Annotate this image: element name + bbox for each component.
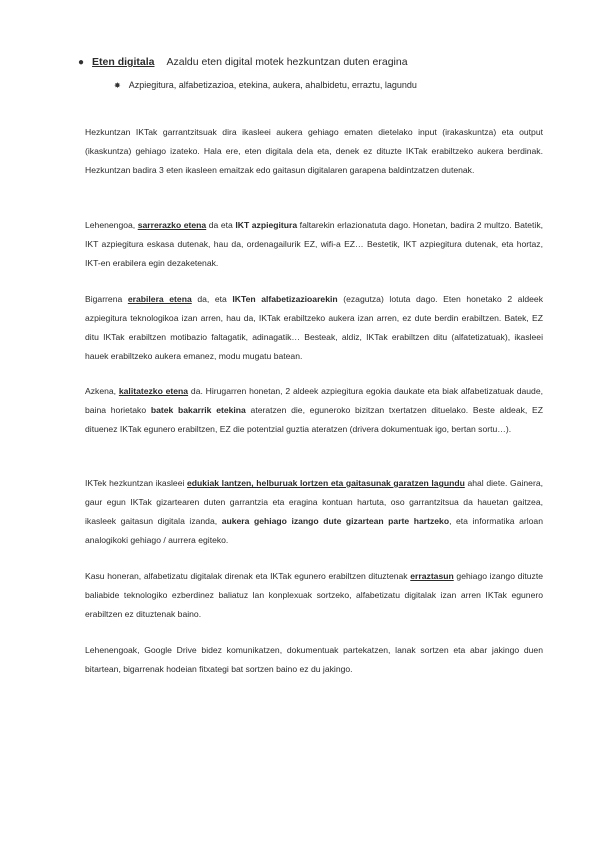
text-span: IKTek hezkuntzan ikasleei xyxy=(85,478,188,488)
term-sarrerazko-etena: sarrerazko etena xyxy=(137,220,207,230)
bold-term: IKT azpiegitura xyxy=(235,220,298,230)
text-span: , eta informatika arloan analogikoki gehiago / aurrera egiteko. xyxy=(85,516,543,545)
text-span: ahal diete. Gainera, gaur egun IKTak gizartearen duten garrantzia eta eragina kontuan hartuta, oso garrantzitsua da hauetan gaitzea, ikasleek gaitasun digitala izanda, xyxy=(85,478,543,526)
paragraph-conclusion xyxy=(85,641,543,679)
underlined-phrase: edukiak lantzen, helburuak lortzen eta gaitasunak garatzen lagundu xyxy=(187,478,465,488)
text-span: Lehenengoa, xyxy=(85,220,138,230)
text-span: Azkena, xyxy=(85,386,119,396)
text-span: da eta xyxy=(206,220,236,230)
text-span: Kasu honeran, alfabetizatu digitalak direnak eta IKTak egunero erabiltzen dituztenak xyxy=(85,571,411,581)
paragraph-ikt-benefits xyxy=(85,474,543,550)
heading-subtitle: Azaldu eten digital motek hezkuntzan duten eragina xyxy=(166,56,408,68)
bold-term: batek bakarrik etekina xyxy=(150,405,246,415)
term-erabilera-etena: erabilera etena xyxy=(127,294,192,304)
heading-title: Eten digitala xyxy=(92,56,155,68)
paragraph-text: Hezkuntzan IKTak garrantzitsuak dira ikasleei aukera gehiago ematen dietelako input (irakaskuntza) eta output (ikaskuntza) gehiago izateko. Hala ere, eten digitala dela eta, denek ez dituzte IKTak erabiltzeko aukera berdinak. Hezkuntzan badira 3 eten ikasleen emaitzak edo gaitasun digitalaren garapena baldintzatzen dutenak. xyxy=(85,127,543,175)
bold-term: IKTen alfabetizazioarekin xyxy=(232,294,338,304)
bullet-star-icon: ✸ xyxy=(114,81,121,90)
paragraph-third-gap xyxy=(85,382,543,439)
sub-bullet-text: Azpiegitura, alfabetizazioa, etekina, aukera, ahalbidetu, erraztu, lagundu xyxy=(128,80,417,90)
sub-bullet xyxy=(114,80,417,90)
paragraph-first-gap xyxy=(85,216,543,273)
paragraph-second-gap xyxy=(85,290,543,366)
term-erraztasun: erraztasun xyxy=(410,571,454,581)
text-span: (ezagutza) lotuta dago. Eten honetako 2 aldeek azpiegitura teknologikoa izan arren, hau da, IKTak erabiltzeko aukera izan arren, ez dute berdin erabiltzen. Batek, EZ ditu IKTak erabiltzen motibazio faltagatik, adinagatik… Besteak, aldiz, IKTak erabiltzen ditu (alfatetizatuak), ikasleei hauek erabiltzeko aukera emanez, modu mugatu batean. xyxy=(85,294,544,361)
text-span: ateratzen die, eguneroko bizitzan txertatzen dituelako. Beste aldeak, EZ dituenez IKTak egunero erabiltzen, EZ die potentzial guztia ateratzen (drivera dokumentuak igo, bertan sortu…). xyxy=(85,405,543,434)
text-span: da, eta xyxy=(191,294,233,304)
paragraph-case xyxy=(85,567,543,624)
paragraph-intro xyxy=(85,123,543,180)
text-span: gehiago izango dituzte baliabide teknologiko ezberdinez baliatuz lan konplexuak sortzeko, alfabetizatu digitalak izan arren IKTak egunero erabiltzen ez dituztenak baino. xyxy=(85,571,543,619)
text-span: Bigarrena xyxy=(85,294,128,304)
term-kalitatezko-etena: kalitatezko etena xyxy=(118,386,189,396)
text-span: faltarekin erlazionatuta dago. Honetan, badira 2 multzo. Batetik, IKT azpiegitura eskasa dutenak, hau da, ordenagailurik EZ, wifi-a EZ… Bestetik, IKT azpiegitura dutenak, eta hortaz, IKT-en erabilera egin dezaketenak. xyxy=(85,220,543,268)
bullet-dot-icon: ● xyxy=(78,57,85,68)
paragraph-text: Lehenengoak, Google Drive bidez komunikatzen, dokumentuak partekatzen, lanak sortzen eta abar jakingo duen bitartean, bigarrenak hodeian fitxategi bat sortzen baino ez du jakingo. xyxy=(85,645,543,674)
text-span: da. Hirugarren honetan, 2 aldeek azpiegitura egokia daukate eta biak alfabetizatuak daude, baina horietako xyxy=(85,386,543,415)
heading-bullet xyxy=(78,56,408,68)
bold-phrase: aukera gehiago izango dute gizartean parte hartzeko xyxy=(221,516,450,526)
